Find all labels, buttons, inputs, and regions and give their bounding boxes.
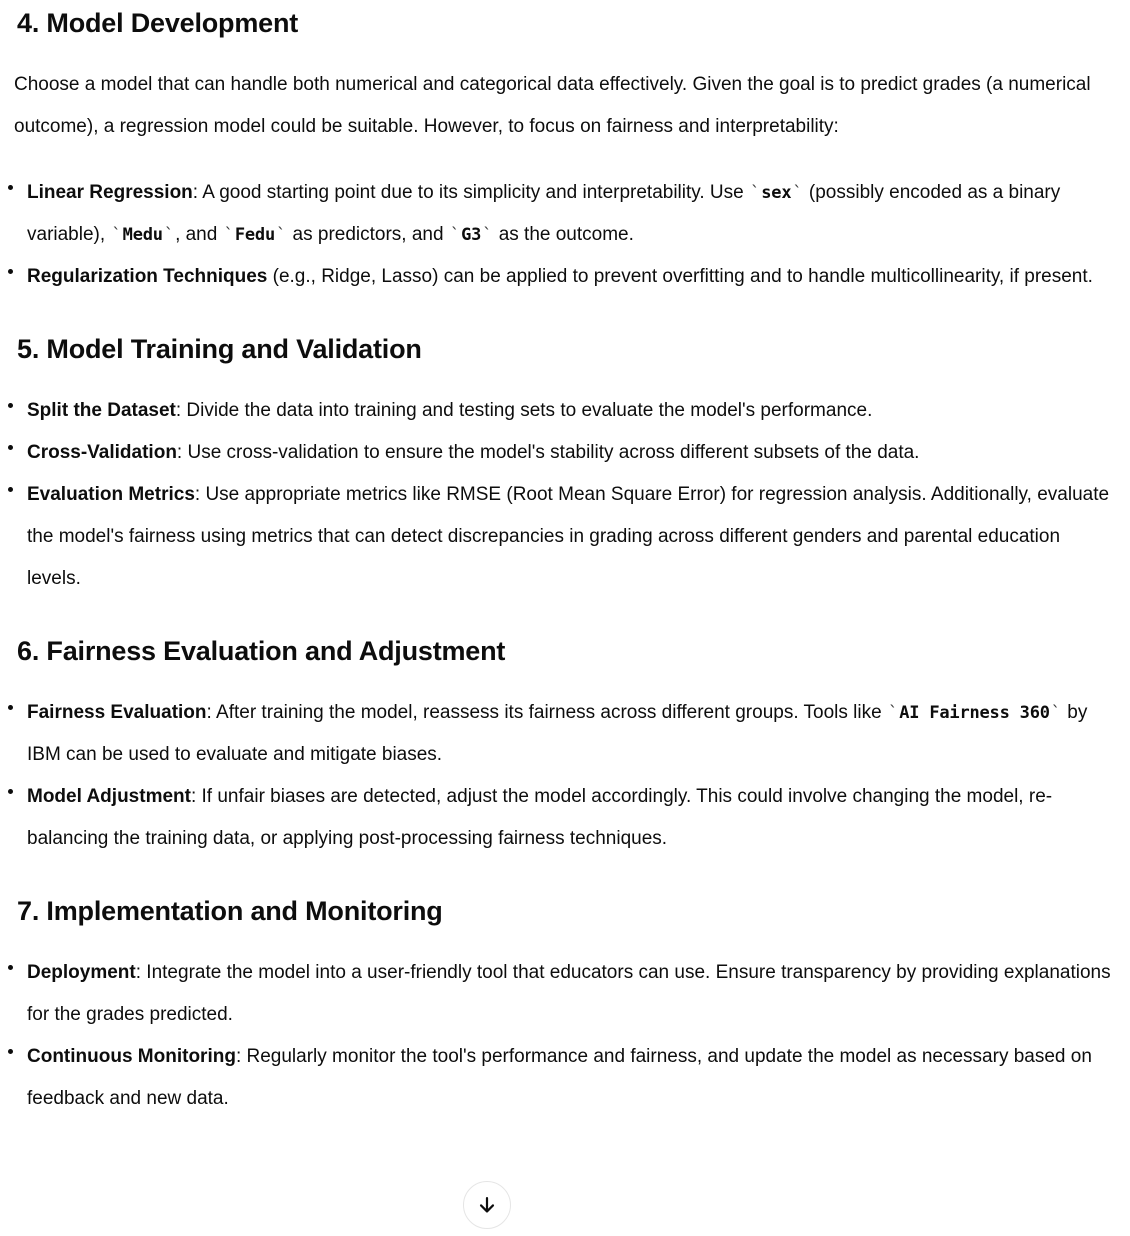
list-item-text: Cross-Validation: Use cross-validation to ensure the model's stability across different subsets of the data. — [27, 442, 920, 463]
list-item — [14, 432, 1114, 474]
bullet-dot — [8, 705, 13, 710]
section-paragraph: Choose a model that can handle both numerical and categorical data effectively. Given the goal is to predict grades (a numerical outcome), a regression model could be suitable. However, to focus on fairness and interpretability: — [14, 74, 1091, 137]
bullet-dot — [8, 445, 13, 450]
list-item-text: Continuous Monitoring: Regularly monitor the tool's performance and fairness, and update the model as necessary based on feedback and new data. — [27, 1046, 1092, 1109]
bullet-dot — [8, 965, 13, 970]
bullet-list — [14, 952, 1114, 1120]
list-item-text: Regularization Techniques (e.g., Ridge, Lasso) can be applied to prevent overfitting and to handle multicollinearity, if present. — [27, 266, 1093, 287]
bullet-dot — [8, 269, 13, 274]
list-item-text: Model Adjustment: If unfair biases are detected, adjust the model accordingly. This could involve changing the model, re-balancing the training data, or applying post-processing fairness techniques. — [27, 786, 1053, 849]
list-item-text: Fairness Evaluation: After training the model, reassess its fairness across different groups. Tools like `AI Fairness 360` by IBM can be used to evaluate and mitigate biases. — [27, 702, 1088, 765]
section-fairness-evaluation-adjustment — [14, 634, 1114, 860]
list-item — [14, 952, 1114, 1036]
down-arrow-icon — [476, 1194, 498, 1216]
list-item-text: Split the Dataset: Divide the data into training and testing sets to evaluate the model's performance. — [27, 400, 873, 421]
bullet-list — [14, 390, 1114, 600]
bullet-list — [14, 692, 1114, 860]
list-item — [14, 474, 1114, 600]
bullet-dot — [8, 1049, 13, 1054]
list-item — [14, 776, 1114, 860]
section-heading: 6. Fairness Evaluation and Adjustment — [17, 636, 506, 666]
bullet-dot — [8, 403, 13, 408]
bullet-dot — [8, 185, 13, 190]
list-item-text: Deployment: Integrate the model into a user-friendly tool that educators can use. Ensure transparency by providing explanations for the grades predicted. — [27, 962, 1111, 1025]
list-item — [14, 390, 1114, 432]
section-model-development — [14, 6, 1114, 298]
scroll-to-bottom-button[interactable] — [463, 1181, 511, 1229]
list-item — [14, 256, 1114, 298]
section-heading: 4. Model Development — [17, 8, 299, 38]
list-item-text: Evaluation Metrics: Use appropriate metrics like RMSE (Root Mean Square Error) for regression analysis. Additionally, evaluate the model's fairness using metrics that can detect discrepancies in grading across different genders and parental education levels. — [27, 484, 1110, 589]
section-heading: 5. Model Training and Validation — [17, 334, 422, 364]
bullet-dot — [8, 487, 13, 492]
section-heading: 7. Implementation and Monitoring — [17, 896, 443, 926]
section-model-training-validation — [14, 332, 1114, 600]
list-item — [14, 172, 1114, 256]
bullet-list — [14, 172, 1114, 298]
list-item — [14, 692, 1114, 776]
list-item-text: Linear Regression: A good starting point due to its simplicity and interpretability. Use `sex` (possibly encoded as a binary variable), `Medu`, and `Fedu` as predictors, and `G3` as the outcome. — [27, 182, 1061, 245]
list-item — [14, 1036, 1114, 1120]
bullet-dot — [8, 789, 13, 794]
section-implementation-monitoring — [14, 894, 1114, 1120]
